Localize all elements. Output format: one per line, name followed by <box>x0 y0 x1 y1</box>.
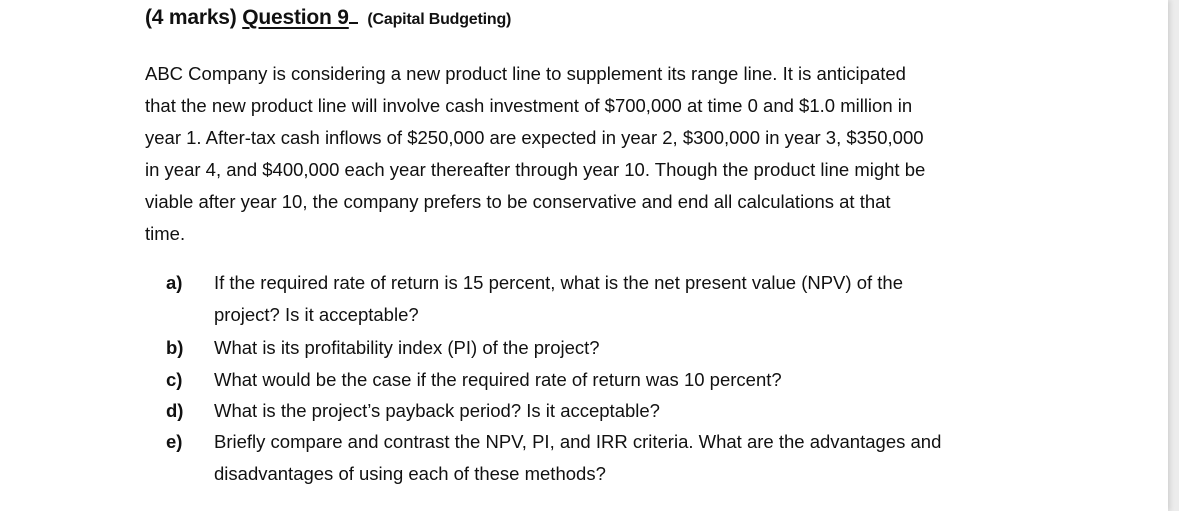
question-text-continued: disadvantages of using each of these methods? <box>214 463 606 484</box>
question-heading <box>145 6 511 30</box>
question-item-c <box>166 364 782 396</box>
question-label: e) <box>166 431 183 452</box>
question-label: a) <box>166 272 183 293</box>
question-item-e <box>166 426 941 490</box>
question-text: Briefly compare and contrast the NPV, PI, and IRR criteria. What are the advantages and <box>214 431 942 452</box>
marks-label: (4 marks) <box>145 6 237 29</box>
question-text: What is the project’s payback period? Is it acceptable? <box>214 400 660 421</box>
question-text-continued: project? Is it acceptable? <box>214 304 419 325</box>
question-title: Question 9 <box>242 6 349 29</box>
question-text: What would be the case if the required rate of return was 10 percent? <box>214 369 782 390</box>
paragraph-line: time. <box>145 223 186 244</box>
paragraph-line: ABC Company is considering a new product line to supplement its range line. It is anticipated <box>145 63 906 84</box>
title-underline-gap <box>349 8 358 24</box>
question-topic: (Capital Budgeting) <box>367 11 512 28</box>
question-label: b) <box>166 337 184 358</box>
question-text: What is its profitability index (PI) of the project? <box>214 337 600 358</box>
question-text: If the required rate of return is 15 percent, what is the net present value (NPV) of the <box>214 272 903 293</box>
question-label: c) <box>166 369 183 390</box>
paragraph-line: year 1. After-tax cash inflows of $250,000 are expected in year 2, $300,000 in year 3, $350,000 <box>145 127 924 148</box>
question-item-b <box>166 332 600 364</box>
problem-paragraph <box>145 58 1045 250</box>
paragraph-line: that the new product line will involve cash investment of $700,000 at time 0 and $1.0 million in <box>145 95 913 116</box>
question-item-d <box>166 395 660 427</box>
question-label: d) <box>166 400 184 421</box>
question-item-a <box>166 267 903 331</box>
paragraph-line: in year 4, and $400,000 each year thereafter through year 10. Though the product line might be <box>145 159 926 180</box>
paragraph-line: viable after year 10, the company prefers to be conservative and end all calculations at that <box>145 191 891 212</box>
